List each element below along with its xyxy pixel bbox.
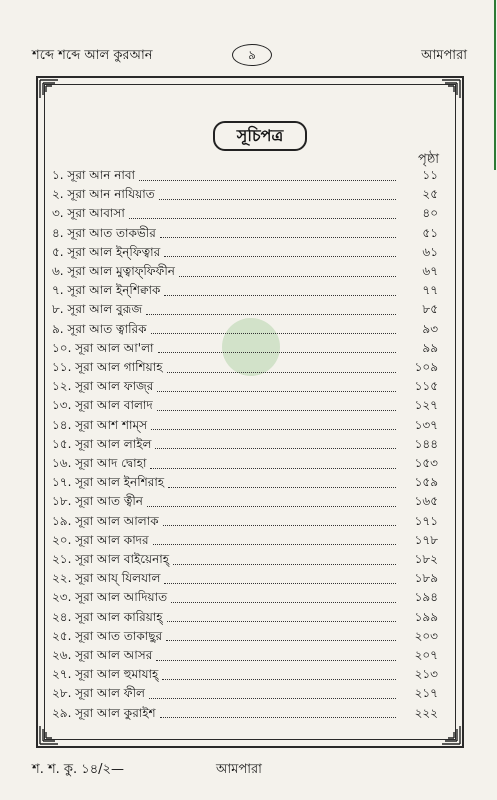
toc-item-name: ৩. সূরা আবাসা (52, 206, 125, 221)
dot-leader (151, 333, 397, 334)
toc-item-page: ১৫৯ (414, 475, 438, 490)
toc-item-name: ৮. সূরা আল বুরূজ (52, 302, 143, 317)
dot-leader (151, 429, 396, 430)
toc-item-name: ৪. সূরা আত তাকভীর (52, 225, 156, 240)
dot-leader (171, 602, 396, 603)
toc-item-page: ১৫৩ (414, 456, 438, 470)
toc-item-name: ২৪. সূরা আল কারিয়াহ্‌ (52, 609, 163, 624)
toc-item-page: ২২২ (414, 705, 438, 720)
toc-item-page: ২১৭ (414, 686, 438, 701)
toc-item-name: ২১. সূরা আল বাইয়েনাহ্‌ (52, 552, 170, 566)
dot-leader (166, 640, 396, 641)
toc-item-page: ১২৭ (414, 398, 438, 413)
toc-item-name: ২৩. সূরা আল আদিয়াত (52, 590, 168, 605)
toc-item-page: ১১ (422, 168, 438, 182)
toc-item-name: ৫. সূরা আল ইন্‌ফিত্বার (52, 244, 161, 259)
toc-item-page: ১০৯ (414, 360, 438, 374)
toc-item-name: ২৬. সূরা আল আসর (52, 648, 153, 662)
dot-leader (157, 391, 396, 392)
dot-leader (173, 564, 396, 565)
dot-leader (179, 276, 396, 277)
toc-item-name: ২০. সূরা আল কাদর (52, 532, 149, 547)
toc-row (52, 704, 438, 726)
toc-item-name: ৯. সূরা আত ত্বারিক (52, 321, 147, 336)
toc-item-page: ৬৭ (422, 264, 438, 278)
toc-item-name: ২৫. সূরা আত তাকাছুর (52, 628, 163, 643)
toc-item-page: ১৯৯ (414, 609, 438, 624)
toc-item-name: ১৫. সূরা আল লাইল (52, 436, 152, 451)
toc-item-name: ৬. সূরা আল মুত্বাফ্‌ফিফীন (52, 264, 175, 278)
toc-item-name: ৭. সূরা আল ইন্‌শিক্বাক (52, 283, 161, 298)
toc-item-name: ১৯. সূরা আল আলাক (52, 513, 159, 528)
toc-item-name: ১২. সূরা আল ফাজ্‌র (52, 379, 154, 394)
toc-item-page: ১৮৯ (414, 571, 438, 586)
toc-item-name: ২২. সূরা আয্‌ যিলযাল (52, 571, 161, 586)
dot-leader (159, 199, 396, 200)
dot-leader (156, 660, 396, 661)
toc-item-page: ৮৫ (422, 302, 438, 317)
toc-item-page: ১৮২ (414, 552, 438, 566)
toc-item-name: ২৮. সূরা আল ফীল (52, 686, 145, 701)
dot-leader (157, 410, 396, 411)
dot-leader (160, 237, 396, 238)
corner-ornament-icon (441, 79, 461, 99)
toc-item-page: ৯৩ (422, 321, 438, 336)
dot-leader (153, 544, 396, 545)
dot-leader (146, 314, 396, 315)
toc-item-name: ২৯. সূরা আল কুরাইশ (52, 705, 156, 720)
toc-item-page: ২৫ (422, 187, 438, 202)
section-title: আমপারা (421, 48, 467, 63)
dot-leader (164, 295, 396, 296)
dot-leader (164, 583, 396, 584)
toc-item-page: ২০৩ (414, 628, 438, 643)
page-number: ৯ (232, 44, 272, 66)
corner-ornament-icon (39, 79, 59, 99)
toc-item-page: ৪০ (422, 206, 438, 221)
toc-item-name: ১৪. সূরা আশ শাম্‌স (52, 417, 148, 432)
toc-item-name: ১৩. সূরা আল বালাদ (52, 398, 153, 413)
toc-item-name: ১০. সূরা আল আ'লা (52, 340, 154, 355)
page-edge-line (494, 0, 496, 170)
dot-leader (167, 621, 396, 622)
toc-item-page: ১৪৪ (414, 436, 438, 451)
toc-item-name: ২. সূরা আন নাযিয়াত (52, 187, 155, 202)
corner-ornament-icon (39, 725, 59, 745)
toc-item-page: ৭৭ (422, 283, 438, 298)
toc-item-page: ২০৭ (414, 648, 438, 662)
toc-item-page: ৯৯ (422, 340, 438, 355)
toc-item-page: ১৩৭ (414, 417, 438, 432)
dot-leader (139, 180, 396, 181)
dot-leader (168, 487, 396, 488)
toc-item-page: ১৭১ (414, 513, 438, 528)
toc-item-name: ১১. সূরা আল গাশিয়াহ (52, 360, 163, 374)
dot-leader (160, 717, 396, 718)
dot-leader (150, 468, 396, 469)
toc-item-page: ১১৫ (414, 379, 438, 394)
toc-item-name: ২৭. সূরা আল হুমাযাহ্‌ (52, 667, 159, 682)
page-column-label: পৃষ্ঠা (418, 152, 440, 167)
page-header (0, 40, 497, 72)
dot-leader (163, 525, 396, 526)
dot-leader (147, 506, 396, 507)
dot-leader (162, 679, 396, 680)
corner-ornament-icon (441, 725, 461, 745)
dot-leader (155, 448, 396, 449)
book-title: শব্দে শব্দে আল কুরআন (32, 48, 153, 63)
footer-title: আমপারা (216, 762, 262, 777)
toc-item-name: ১৭. সূরা আল ইনশিরাহ (52, 475, 165, 490)
toc-title: সূচিপত্র (213, 121, 307, 151)
toc-item-page: ৫১ (422, 225, 438, 240)
toc-item-page: ১৭৮ (414, 532, 438, 547)
toc-item-page: ২১৩ (414, 667, 438, 682)
toc-item-page: ১৬৫ (414, 494, 438, 509)
dot-leader (167, 372, 396, 373)
toc-item-name: ১৮. সূরা আত ত্বীন (52, 494, 143, 509)
dot-leader (164, 256, 396, 257)
dot-leader (129, 218, 396, 219)
toc-item-page: ১৯৪ (414, 590, 438, 605)
footer-code: শ. শ. কু. ১৪/২— (32, 762, 124, 777)
toc-item-page: ৬১ (422, 244, 438, 259)
dot-leader (158, 352, 396, 353)
dot-leader (149, 698, 396, 699)
toc-item-name: ১৬. সূরা আদ দ্বোহা (52, 456, 147, 470)
toc-item-name: ১. সূরা আন নাবা (52, 168, 136, 182)
